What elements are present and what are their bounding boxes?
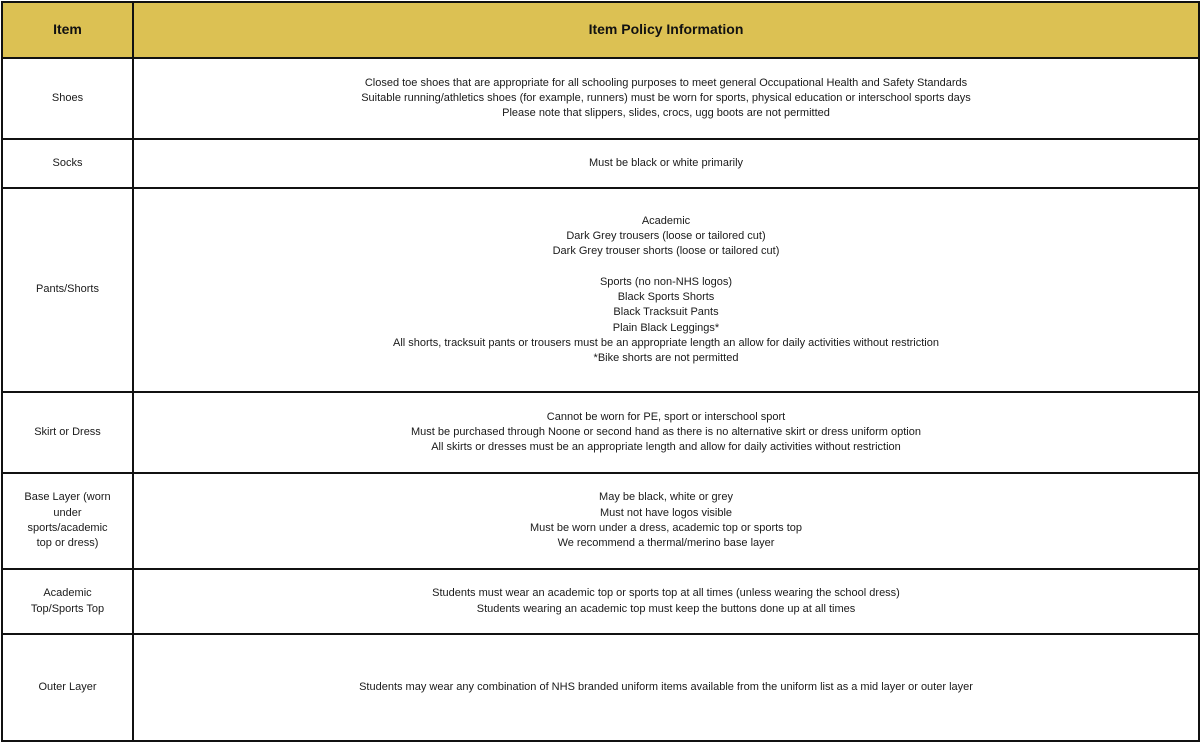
policy-line: Please note that slippers, slides, crocs, ugg boots are not permitted <box>502 107 830 120</box>
item-name: Skirt or Dress <box>2 392 133 473</box>
header-row <box>2 2 1199 58</box>
item-name-line: Academic <box>43 587 92 600</box>
policy-line: Dark Grey trousers (loose or tailored cut) <box>566 229 766 242</box>
item-name: Outer Layer <box>2 634 133 741</box>
item-name-line: Top/Sports Top <box>30 602 105 615</box>
uniform-policy-table <box>1 1 1200 742</box>
policy-line: Dark Grey trouser shorts (loose or tailored cut) <box>552 245 780 258</box>
policy-line: Must not have logos visible <box>599 506 733 519</box>
policy-line: Must be black or white primarily <box>588 156 744 169</box>
header-policy-info: Item Policy Information <box>133 2 1199 58</box>
item-name: Socks <box>2 139 133 188</box>
policy-line: Closed toe shoes that are appropriate for all schooling purposes to meet general Occupational Health and Safety Standards <box>364 76 968 89</box>
table-row <box>2 58 1199 139</box>
item-name <box>2 473 133 569</box>
policy-info <box>133 139 1199 188</box>
item-name: Shoes <box>2 58 133 139</box>
policy-line: We recommend a thermal/merino base layer <box>557 537 775 550</box>
policy-line: Plain Black Leggings* <box>612 321 720 334</box>
table-row <box>2 392 1199 473</box>
policy-info <box>133 188 1199 392</box>
policy-line: Black Sports Shorts <box>617 291 715 303</box>
item-name-line: top or dress) <box>36 537 99 550</box>
header-item: Item <box>2 2 133 58</box>
policy-line: Sports (no non-NHS logos) <box>599 275 733 288</box>
policy-line: Must be worn under a dress, academic top or sports top <box>529 522 803 534</box>
policy-info <box>133 58 1199 139</box>
policy-line: May be black, white or grey <box>599 491 733 504</box>
policy-info <box>133 569 1199 634</box>
item-name-line: sports/academic <box>27 522 108 534</box>
item-name: Pants/Shorts <box>2 188 133 392</box>
policy-line: Black Tracksuit Pants <box>613 306 719 319</box>
policy-line: Students may wear any combination of NHS branded uniform items available from the uniform list as a mid layer or outer layer <box>359 680 973 693</box>
table-row <box>2 139 1199 188</box>
policy-info <box>133 634 1199 741</box>
item-name-line: under <box>53 506 82 519</box>
policy-line: Cannot be worn for PE, sport or interschool sport <box>546 410 786 423</box>
policy-line: Academic <box>641 214 691 227</box>
item-name-line: Base Layer (worn <box>24 491 111 504</box>
policy-line: All skirts or dresses must be an appropriate length and allow for daily activities without restriction <box>431 441 901 454</box>
policy-info <box>133 392 1199 473</box>
line-gap <box>140 259 1192 274</box>
policy-line: Suitable running/athletics shoes (for example, runners) must be worn for sports, physical education or interschool sports days <box>361 91 971 104</box>
policy-info <box>133 473 1199 569</box>
table-row <box>2 473 1199 569</box>
table-row <box>2 634 1199 741</box>
policy-line: All shorts, tracksuit pants or trousers must be an appropriate length an allow for daily activities without restriction <box>393 336 939 349</box>
table-row <box>2 569 1199 634</box>
item-name <box>2 569 133 634</box>
policy-line: Must be purchased through Noone or second hand as there is no alternative skirt or dress uniform option <box>411 425 921 438</box>
policy-line: Students wearing an academic top must keep the buttons done up at all times <box>476 602 856 615</box>
policy-line: *Bike shorts are not permitted <box>593 352 739 365</box>
policy-line: Students must wear an academic top or sports top at all times (unless wearing the school dress) <box>432 587 900 600</box>
table-row <box>2 188 1199 392</box>
